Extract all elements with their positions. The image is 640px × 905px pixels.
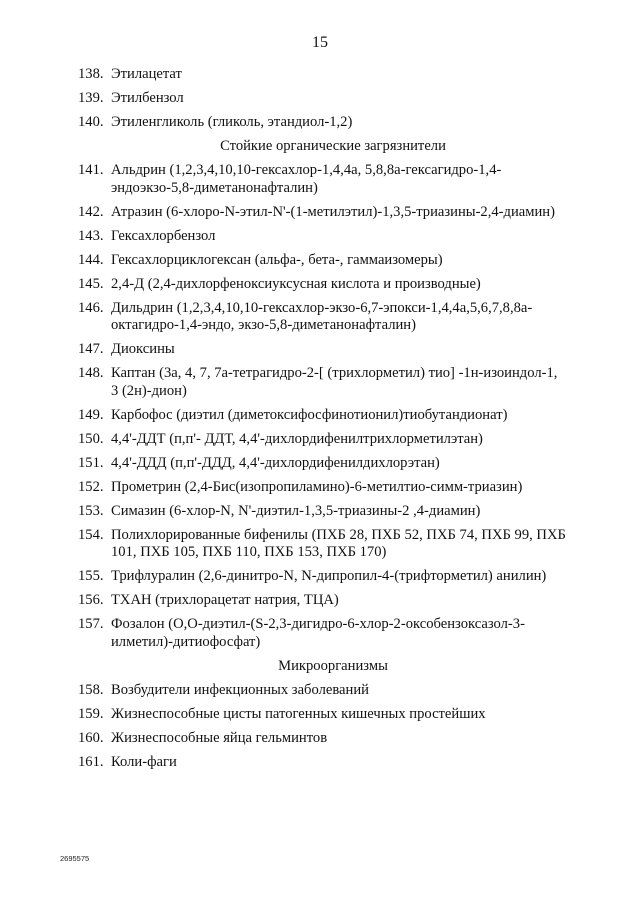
item-number: 156. [78, 592, 104, 608]
item-number: 160. [78, 729, 104, 746]
list-item [78, 300, 568, 335]
list-item [78, 365, 568, 400]
item-text: Этиленгликоль (гликоль, этандиол-1,2) [111, 114, 353, 130]
item-text: Прометрин (2,4-Бис(изопропиламино)-6-метилтио-симм-триазин) [111, 478, 523, 495]
list-item [78, 204, 568, 222]
item-text: Трифлуралин (2,6-динитро-N, N-дипропил-4-(трифторметил) анилин) [111, 568, 547, 584]
list-item [78, 706, 568, 724]
document-code: 2695575 [60, 854, 90, 863]
item-text: Симазин (6-хлор-N, N'-диэтил-1,3,5-триазины-2 ,4-диамин) [111, 502, 481, 519]
item-number: 142. [78, 203, 104, 220]
item-text: 4,4'-ДДД (п,п'-ДДД, 4,4'-дихлордифенилдихлорэтан) [111, 454, 440, 471]
list-item [78, 407, 568, 425]
item-number: 138. [78, 66, 104, 82]
list-item [78, 162, 568, 197]
list-item [78, 527, 568, 562]
list-item [78, 66, 568, 84]
item-number: 151. [78, 454, 104, 471]
list-item [78, 455, 568, 473]
item-text: Гексахлорбензол [111, 227, 216, 244]
item-number: 149. [78, 406, 104, 423]
list-item [78, 568, 568, 586]
list-item [78, 228, 568, 246]
item-text: Гексахлорциклогексан (альфа-, бета-, гаммаизомеры) [111, 251, 443, 268]
document-body [78, 66, 568, 778]
item-number: 146. [78, 299, 104, 316]
item-number: 152. [78, 478, 104, 495]
item-number: 139. [78, 90, 104, 106]
list-item [78, 252, 568, 270]
item-number: 155. [78, 568, 104, 584]
list-item [78, 276, 568, 294]
list-item [78, 730, 568, 748]
item-number: 150. [78, 430, 104, 447]
list-item [78, 90, 568, 108]
item-text: Жизнеспособные цисты патогенных кишечных простейших [111, 705, 486, 722]
item-list-microorganisms [78, 682, 568, 772]
item-text: Полихлорированные бифенилы (ПХБ 28, ПХБ 52, ПХБ 74, ПХБ 99, ПХБ 101, ПХБ 105, ПХБ 110, ПХБ 153, ПХБ 170) [111, 526, 566, 560]
item-number: 159. [78, 705, 104, 722]
item-text: Каптан (3а, 4, 7, 7а-тетрагидро-2-[ (трихлорметил) тио] -1н-изоиндол-1, 3 (2н)-дион) [111, 365, 558, 399]
item-list-persistent-organic-pollutants [78, 162, 568, 651]
item-text: Возбудители инфекционных заболеваний [111, 681, 369, 698]
item-number: 140. [78, 114, 104, 130]
item-text: Атразин (6-хлоро-N-этил-N'-(1-метилэтил)-1,3,5-триазины-2,4-диамин) [111, 203, 555, 220]
item-number: 141. [78, 162, 104, 178]
item-number: 158. [78, 681, 104, 698]
item-number: 147. [78, 341, 104, 357]
list-item [78, 341, 568, 359]
list-item [78, 114, 568, 132]
item-text: 4,4'-ДДТ (п,п'- ДДТ, 4,4'-дихлордифенилтрихлорметилэтан) [111, 430, 483, 447]
item-text: Коли-фаги [111, 753, 177, 770]
list-item [78, 682, 568, 700]
list-item [78, 431, 568, 449]
list-item [78, 479, 568, 497]
section-title-persistent-organic-pollutants: Стойкие органические загрязнители [220, 138, 446, 154]
item-text: Дильдрин (1,2,3,4,10,10-гексахлор-экзо-6,7-эпокси-1,4,4а,5,6,7,8,8а-октагидро-1,4-эндо, экзо-5,8-диметанонафталин) [111, 299, 533, 333]
item-text: Этилбензол [111, 90, 184, 106]
item-list-solvents [78, 66, 568, 132]
item-number: 154. [78, 526, 104, 543]
item-text: Фозалон (О,О-диэтил-(S-2,3-дигидро-6-хлор-2-оксобензоксазол-3-илметил)-дитиофосфат) [111, 616, 525, 650]
list-item [78, 592, 568, 610]
item-number: 144. [78, 251, 104, 268]
list-item [78, 616, 568, 651]
item-text: 2,4-Д (2,4-дихлорфеноксиуксусная кислота и производные) [111, 275, 481, 292]
item-text: Диоксины [111, 341, 175, 357]
item-text: ТХАН (трихлорацетат натрия, ТЦА) [111, 592, 339, 608]
list-item [78, 754, 568, 772]
item-number: 148. [78, 365, 104, 381]
item-number: 161. [78, 753, 104, 770]
item-text: Альдрин (1,2,3,4,10,10-гексахлор-1,4,4а, 5,8,8а-гексагидро-1,4-эндоэкзо-5,8-диметанонафталин) [111, 162, 502, 196]
list-item [78, 503, 568, 521]
item-text: Карбофос (диэтил (диметоксифосфинотионил)тиобутандионат) [111, 406, 508, 423]
item-number: 153. [78, 502, 104, 519]
item-number: 145. [78, 275, 104, 292]
page-number: 15 [312, 34, 328, 51]
item-text: Этилацетат [111, 66, 182, 82]
item-text: Жизнеспособные яйца гельминтов [111, 729, 328, 746]
item-number: 143. [78, 227, 104, 244]
item-number: 157. [78, 616, 104, 632]
section-title-microorganisms: Микроорганизмы [278, 657, 388, 674]
